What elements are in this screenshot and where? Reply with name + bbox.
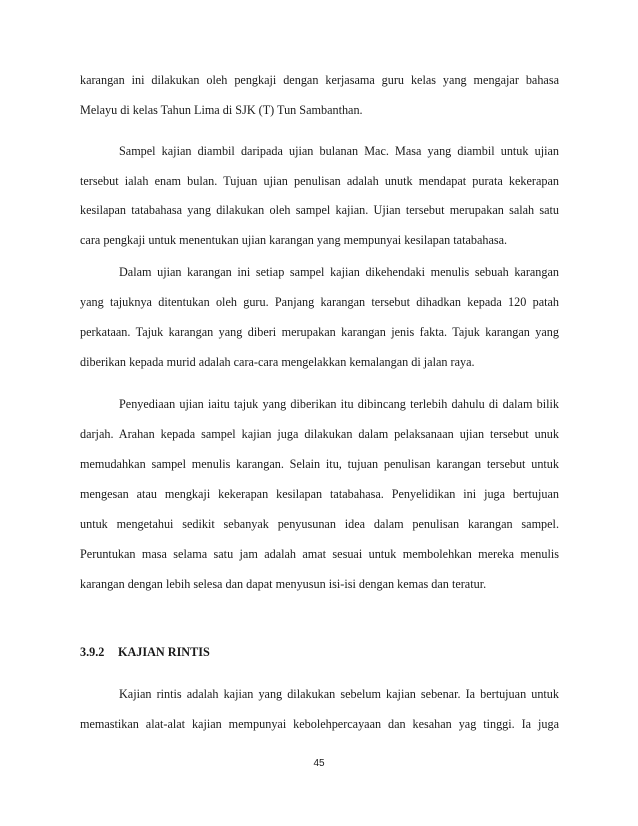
paragraph-line: diberikan kepada murid adalah cara-cara mengelakkan kemalangan di jalan raya. [80,355,475,369]
paragraph-line: Melayu di kelas Tahun Lima di SJK (T) Tun Sambanthan. [80,103,363,117]
paragraph-line: cara pengkaji untuk menentukan ujian karangan yang mempunyai kesilapan tatabahasa. [80,233,508,247]
paragraph-line: darjah. Arahan kepada sampel kajian juga dilakukan dalam pelaksanaan ujian tersebut unuk [80,427,559,441]
paragraph-line: memastikan alat-alat kajian mempunyai kebolehpercayaan dan kesahan yag tinggi. Ia juga [80,717,559,731]
paragraph-line: karangan ini dilakukan oleh pengkaji dengan kerjasama guru kelas yang mengajar bahasa [80,73,559,87]
paragraph-line: yang tajuknya ditentukan oleh guru. Panjang karangan tersebut dihadkan kepada 120 patah [80,295,559,309]
paragraph-line: Dalam ujian karangan ini setiap sampel kajian dikehendaki menulis sebuah karangan [119,265,559,279]
paragraph-line: perkataan. Tajuk karangan yang diberi merupakan karangan jenis fakta. Tajuk karangan yang [80,325,559,339]
paragraph-line: Sampel kajian diambil daripada ujian bulanan Mac. Masa yang diambil untuk ujian [119,144,559,158]
paragraph-line: untuk mengetahui sedikit sebanyak penyusunan idea dalam penulisan karangan sampel. [80,517,559,531]
page-number: 45 [313,758,325,769]
paragraph-line: tersebut ialah enam bulan. Tujuan ujian penulisan adalah unutk mendapat purata kekerapan [80,174,559,188]
section-heading [80,644,210,660]
paragraph-line: karangan dengan lebih selesa dan dapat menyusun isi-isi dengan kemas dan teratur. [80,577,487,591]
paragraph-line: mengesan atau mengkaji kekerapan kesilapan tatabahasa. Penyelidikan ini juga bertujuan [80,487,559,501]
paragraph-line: Penyediaan ujian iaitu tajuk yang diberikan itu dibincang terlebih dahulu di dalam bilik [119,397,559,411]
paragraph-line: kesilapan tatabahasa yang dilakukan oleh sampel kajian. Ujian tersebut merupakan salah satu [80,203,559,217]
paragraph-line: Kajian rintis adalah kajian yang dilakukan sebelum kajian sebenar. Ia bertujuan untuk [119,687,559,701]
section-title: KAJIAN RINTIS [118,645,210,659]
paragraph-line: Peruntukan masa selama satu jam adalah amat sesuai untuk membolehkan mereka menulis [80,547,559,561]
paragraph-line: memudahkan sampel menulis karangan. Selain itu, tujuan penulisan karangan tersebut untuk [80,457,559,471]
section-number: 3.9.2 [80,645,105,659]
